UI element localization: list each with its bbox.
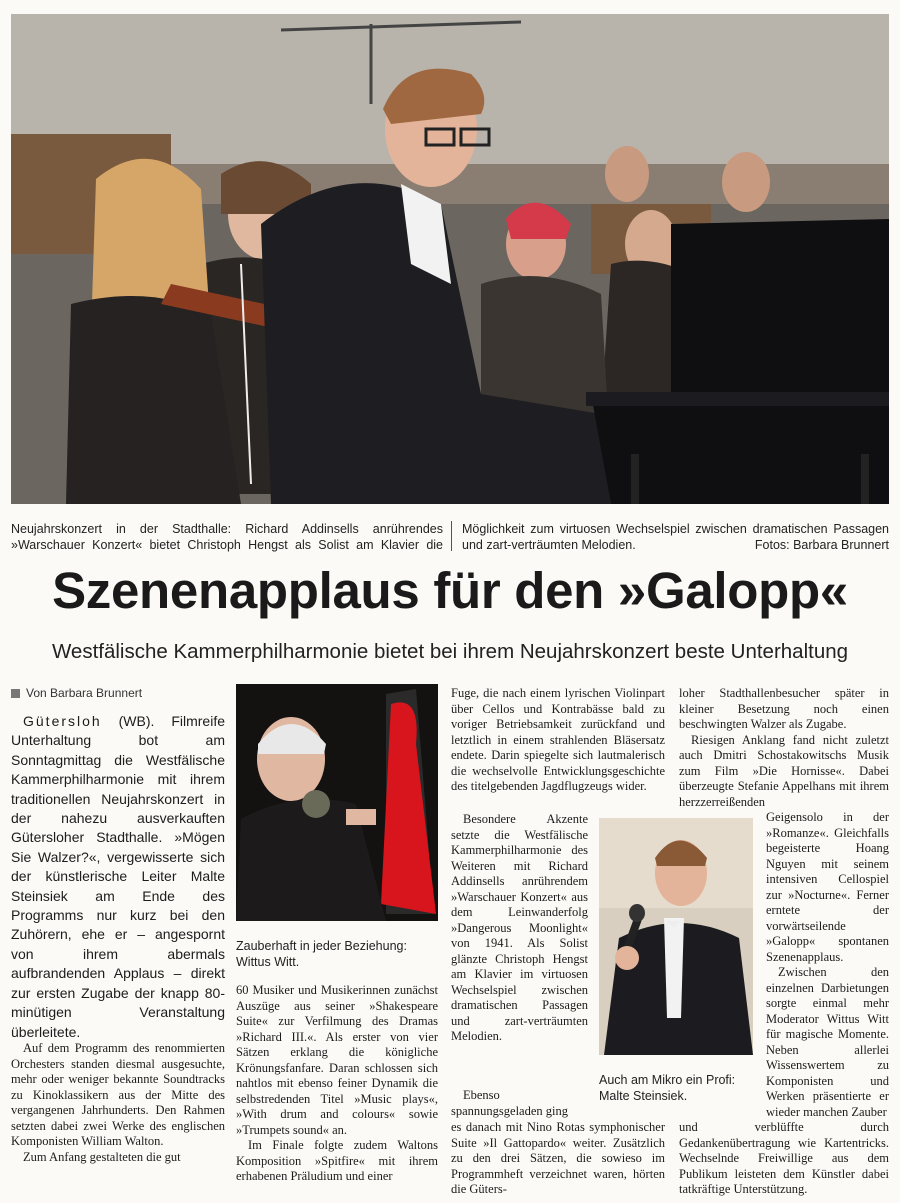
paragraph: 60 Musiker und Musikerinnen zunächst Auszüge aus seiner »Shakespeare Suite« zur Verfilmung des Dramas »Richard III.«. Als erster von vier Sätzen erklang die königliche Krönungsfanfare. Daran schlossen sich nahtlos mit ebenso feiner Dynamik die selbstredenden Titel »Music plays«, »With drum and colours« sowie »Trumpets sound« an. xyxy=(236,983,438,1137)
paragraph: Zwischen den einzelnen Darbietungen sorgte einmal mehr Moderator Wittus Witt für magische Momente. Neben allerlei Wissenswertem zu Komponisten und Werken präsentierte er wieder manchen Zauber xyxy=(766,965,889,1119)
photo-credit: Fotos: Barbara Brunnert xyxy=(754,538,889,552)
moderator-microphone-photo xyxy=(599,818,753,1055)
magician-photo-caption: Zauberhaft in jeder Beziehung: Wittus Witt. xyxy=(236,939,407,969)
paragraph: Besondere Akzente setzte die Westfälische Kammerphilharmonie des Weiteren mit Richard Addinsells anrührendem »Warschauer Konzert« aus dem Leinwanderfolg »Dangerous Moonlight« von 1941. Als Solist glänzte Christoph Hengst am Klavier im virtuosen Wechselspiel zwischen dramatischen Passagen und zart-verträumten Melodien. xyxy=(451,812,588,1043)
photo-caption-right-text: Möglichkeit zum virtuosen Wechselspiel zwischen dramatischen Passagen und zart-verträumten Melodien. xyxy=(462,522,889,552)
magician-photo xyxy=(236,684,438,921)
paragraph: Ebenso spannungsgeladen ging xyxy=(451,1088,568,1118)
photo-caption-right xyxy=(462,521,889,553)
paragraph: Fuge, die nach einem lyrischen Violinpart über Cellos und Kontrabässe bald zu voriger Betriebsamkeit zurückfand und letztlich in einem strahlenden Bläsersatz endete. Darin spiegelte sich lautmalerisch die wechselvolle Entwicklungsgeschichte des titelgebenden Jagdflugzeugs wider. xyxy=(451,686,665,793)
lead-text: (WB). Filmreife Unterhaltung bot am Sonntagmittag die Westfälische Kammerphilharmonie mit ihrem traditionellen Neujahrskonzert in der nahezu ausverkauften Gütersloher Stadthalle. »Mögen Sie Walzer?«, vergewisserte sich der künstlerische Leiter Malte Steinsiek am Ende des Programms nur kurz bei den Zuhörern, ehe er – angespornt von ihrem abermals aufbrandenden Applaus – direkt zur ersten Zugabe der knapp 80-minütigen Veranstaltung überleitete. xyxy=(11,713,225,1040)
article-column-3 xyxy=(451,686,665,795)
byline xyxy=(11,686,142,700)
article-column-3-narrow-end xyxy=(451,1088,588,1119)
moderator-photo-caption: Auch am Mikro ein Profi: Malte Steinsiek. xyxy=(599,1073,736,1103)
byline-text: Von Barbara Brunnert xyxy=(26,686,143,700)
article-column-3-narrow xyxy=(451,812,588,1045)
article-column-1 xyxy=(11,1041,225,1165)
article-column-4-end xyxy=(679,1120,889,1198)
headline: Szenenapplaus für den »Galopp« xyxy=(52,562,848,619)
paragraph: loher Stadthallenbesucher später in kleiner Besetzung noch einen beschwingten Walzer als Zugabe. xyxy=(679,686,889,731)
dateline-place: Gütersloh xyxy=(23,713,102,729)
article-column-3-wide-end xyxy=(451,1120,665,1198)
paragraph: Im Finale folgte zudem Waltons Komposition »Spitfire« mit ihrem erhabenen Präludium und einer xyxy=(236,1138,438,1183)
caption-divider xyxy=(451,521,452,551)
paragraph: Geigensolo in der »Romanze«. Gleichfalls begeisterte Hoang Nguyen mit seinem intensiven Cellospiel zur »Nocturne«. Ferner erntete der vorwärtseilende »Galopp« spontanen Szenenapplaus. xyxy=(766,810,889,964)
article-column-4 xyxy=(679,686,889,810)
article-column-4-narrow xyxy=(766,810,889,1120)
photo-caption-left: Neujahrskonzert in der Stadthalle: Richard Addinsells anrührendes »Warschauer Konzert« bietet Christoph Hengst als Solist am Klavier die xyxy=(11,522,443,552)
paragraph: und verblüffte durch Gedankenübertragung wie Kartentricks. Wechselnde Freiwillige aus dem Publikum leisteten dem Künstler dabei tatkräftige Unterstützung. xyxy=(679,1120,889,1196)
paragraph: Auf dem Programm des renommierten Orchesters standen diesmal ausgesuchte, mehr oder weniger bekannte Soundtracks zu Kinoklassikern aus der Mitte des vergangenen Jahrhunderts. Den Rahmen setzten dabei zwei Werke des englischen Komponisten William Walton. xyxy=(11,1041,225,1148)
subheadline: Westfälische Kammerphilharmonie bietet bei ihrem Neujahrskonzert beste Unterhaltung xyxy=(51,640,849,663)
paragraph: Zum Anfang gestalteten die gut xyxy=(23,1149,181,1164)
lead-paragraph xyxy=(11,712,225,1042)
main-concert-photo xyxy=(11,14,889,504)
paragraph: Riesigen Anklang fand nicht zuletzt auch Dmitri Schostakowitschs Musik zum Film »Die Hornisse«. Dabei überzeugte Stefanie Appelhans mit ihrem herzzerreißenden xyxy=(679,732,889,809)
byline-square-icon xyxy=(11,689,20,698)
paragraph: es danach mit Nino Rotas symphonischer Suite »Il Gattopardo« weiter. Zusätzlich zu den drei Sätzen, die sowieso im Programmheft verzeichnet waren, hörten die Güters- xyxy=(451,1120,665,1196)
article-column-2 xyxy=(236,983,438,1185)
